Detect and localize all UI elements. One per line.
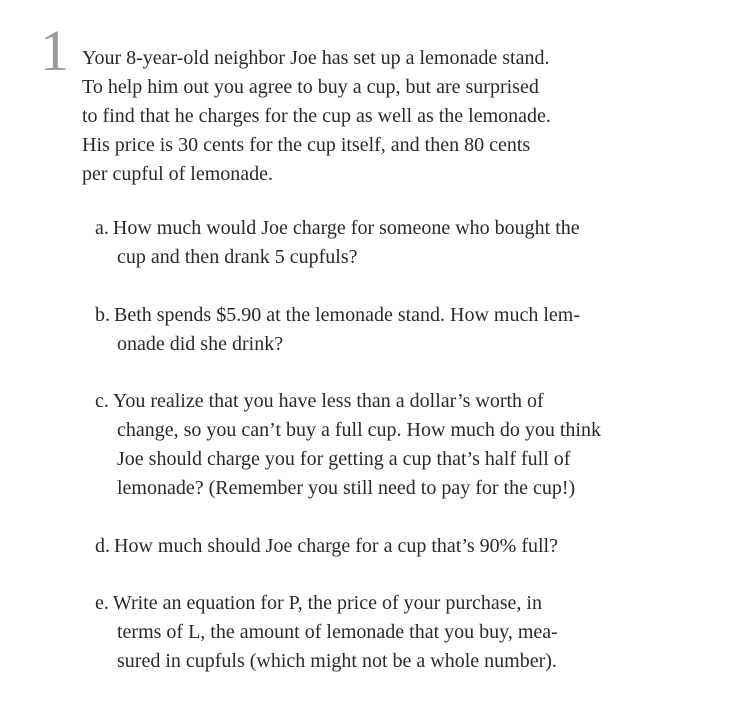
- part-text: You realize that you have less than a dollar’s worth of: [112, 390, 544, 412]
- part-text: lemonade? (Remember you still need to pay for the cup!): [117, 477, 576, 499]
- stem-line: per cupful of lemonade.: [82, 163, 274, 185]
- part-text: onade did she drink?: [117, 333, 284, 355]
- part-text: Beth spends $5.90 at the lemonade stand. How much lem-: [114, 304, 581, 326]
- part-text: Write an equation for P, the price of your purchase, in: [112, 592, 542, 614]
- part-b: [95, 301, 695, 359]
- part-d: [95, 532, 695, 561]
- part-label: b.: [95, 304, 110, 326]
- part-text: cup and then drank 5 cupfuls?: [117, 246, 358, 268]
- stem-line: Your 8-year-old neighbor Joe has set up a lemonade stand.: [82, 47, 550, 69]
- part-text: Joe should charge you for getting a cup that’s half full of: [117, 448, 571, 470]
- problem-number: 1: [40, 18, 69, 83]
- part-label: a.: [95, 217, 109, 239]
- part-text: sured in cupfuls (which might not be a whole number).: [117, 650, 557, 672]
- part-a: [95, 214, 695, 272]
- part-label: c.: [95, 390, 109, 412]
- part-e: [95, 589, 695, 676]
- part-label: e.: [95, 592, 109, 614]
- part-text: terms of L, the amount of lemonade that you buy, mea-: [117, 621, 558, 643]
- part-text: How much would Joe charge for someone who bought the: [112, 217, 580, 239]
- stem-line: to find that he charges for the cup as well as the lemonade.: [82, 105, 551, 127]
- part-text: change, so you can’t buy a full cup. How much do you think: [117, 419, 601, 441]
- stem-line: His price is 30 cents for the cup itself, and then 80 cents: [82, 134, 531, 156]
- problem-stem: [82, 44, 682, 189]
- part-label: d.: [95, 535, 110, 557]
- part-text: How much should Joe charge for a cup that’s 90% full?: [114, 535, 558, 557]
- part-c: [95, 387, 695, 503]
- stem-line: To help him out you agree to buy a cup, but are surprised: [82, 76, 539, 98]
